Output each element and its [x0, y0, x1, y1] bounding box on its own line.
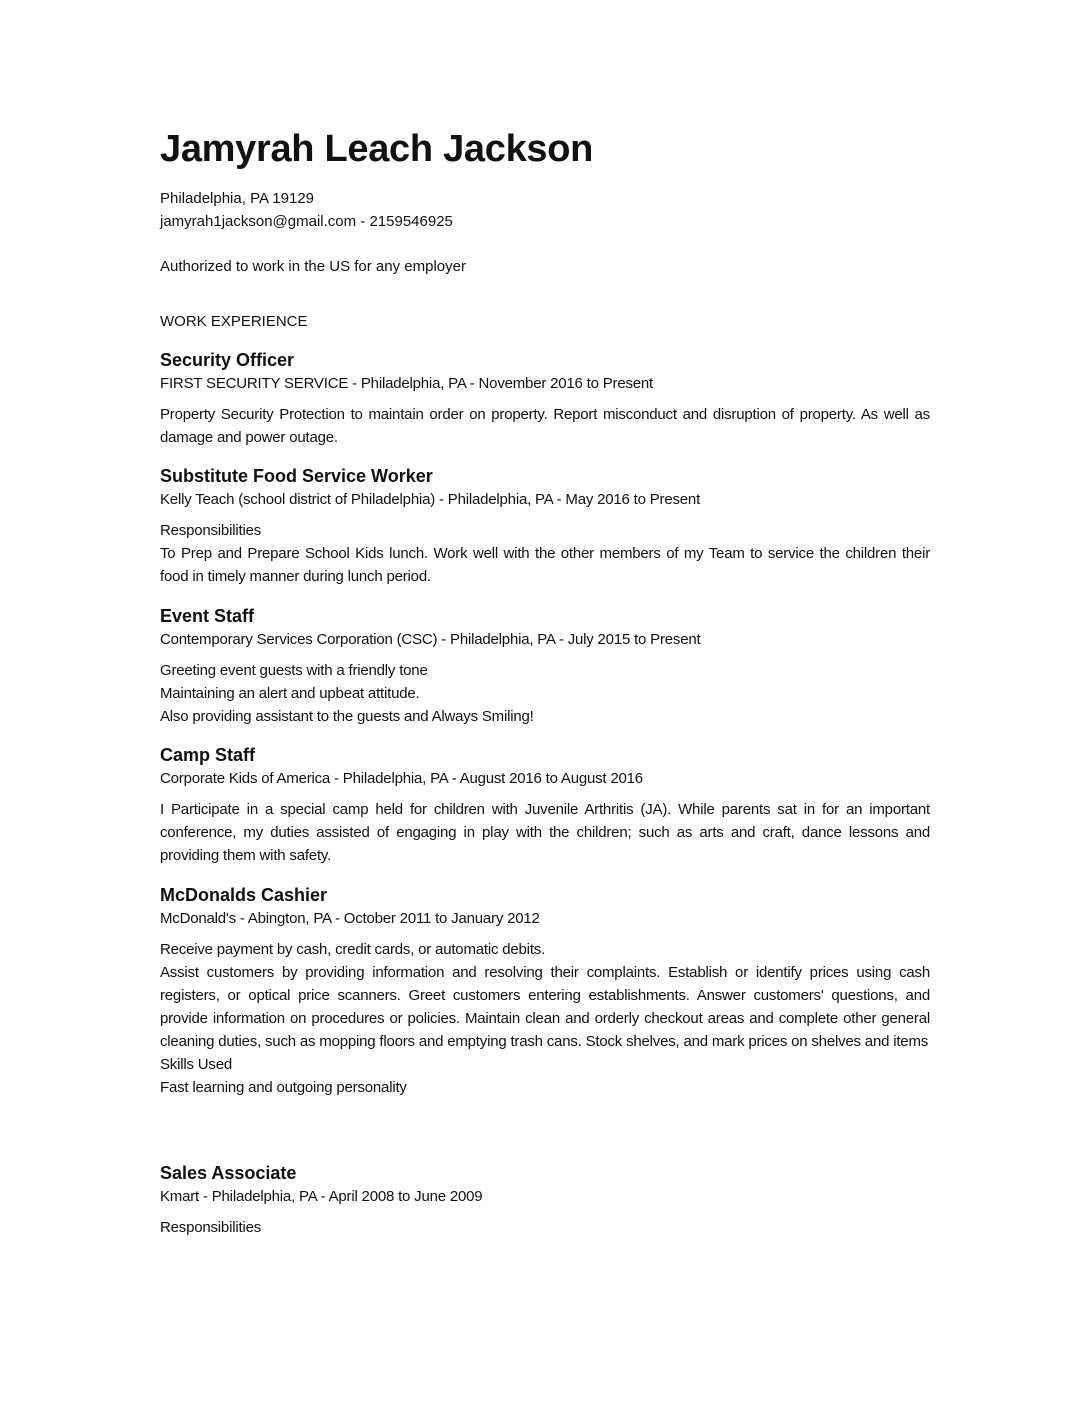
job-description: [160, 938, 930, 1099]
job-title: Sales Associate: [160, 1163, 297, 1183]
job-title: Substitute Food Service Worker: [160, 466, 433, 486]
job-description: [160, 798, 930, 867]
job-entry: [160, 605, 930, 728]
skills-text: Fast learning and outgoing personality: [160, 1079, 407, 1096]
location: Philadelphia, PA 19129: [160, 190, 315, 207]
description-line: Responsibilities: [160, 1219, 262, 1236]
job-meta: FIRST SECURITY SERVICE - Philadelphia, PA - November 2016 to Present: [160, 375, 654, 392]
job-title: Event Staff: [160, 606, 255, 626]
description-line: Maintaining an alert and upbeat attitude.: [160, 685, 420, 702]
skills-label: Skills Used: [160, 1056, 232, 1073]
job-entry: [160, 744, 930, 867]
job-meta: Kmart - Philadelphia, PA - April 2008 to June 2009: [160, 1188, 483, 1205]
contact-info: jamyrah1jackson@gmail.com - 2159546925: [160, 213, 453, 230]
job-entry: [160, 884, 930, 1099]
job-description: [160, 1216, 930, 1239]
job-meta: Contemporary Services Corporation (CSC) - Philadelphia, PA - July 2015 to Present: [160, 631, 701, 648]
job-meta: Kelly Teach (school district of Philadelphia) - Philadelphia, PA - May 2016 to Present: [160, 491, 701, 508]
description-line: Receive payment by cash, credit cards, or automatic debits.: [160, 941, 546, 958]
job-title: Security Officer: [160, 350, 295, 370]
job-entry: [160, 465, 930, 588]
job-description: [160, 403, 930, 449]
job-description: [160, 519, 930, 588]
work-authorization: Authorized to work in the US for any employer: [160, 258, 466, 275]
description-line: Also providing assistant to the guests and Always Smiling!: [160, 708, 534, 725]
description-line: Assist customers by providing information and resolving their complaints. Establish or identify prices using cash registers, or optical price scanners. Greet customers entering establishments. Answer customers' questions, and provide information on procedures or policies. Maintain clean and orderly checkout areas and complete other general cleaning duties, such as mopping floors and emptying trash cans. Stock shelves, and mark prices on shelves and items: [160, 964, 930, 1050]
job-description: [160, 659, 930, 728]
description-line: To Prep and Prepare School Kids lunch. Work well with the other members of my Team to service the children their food in timely manner during lunch period.: [160, 545, 930, 585]
job-entry: [160, 349, 930, 449]
job-meta: McDonald's - Abington, PA - October 2011 to January 2012: [160, 910, 540, 927]
job-title: Camp Staff: [160, 745, 256, 765]
description-line: I Participate in a special camp held for children with Juvenile Arthritis (JA). While parents sat in for an important conference, my duties assisted of engaging in play with the children; such as arts and craft, dance lessons and providing them with safety.: [160, 801, 930, 864]
job-entry: [160, 1162, 930, 1239]
section-title-work-experience: WORK EXPERIENCE: [160, 313, 308, 330]
description-line: Property Security Protection to maintain order on property. Report misconduct and disruption of property. As well as damage and power outage.: [160, 406, 930, 446]
description-line: Greeting event guests with a friendly tone: [160, 662, 428, 679]
job-title: McDonalds Cashier: [160, 885, 328, 905]
description-line: Responsibilities: [160, 522, 262, 539]
candidate-name: Jamyrah Leach Jackson: [160, 128, 594, 170]
job-meta: Corporate Kids of America - Philadelphia, PA - August 2016 to August 2016: [160, 770, 643, 787]
